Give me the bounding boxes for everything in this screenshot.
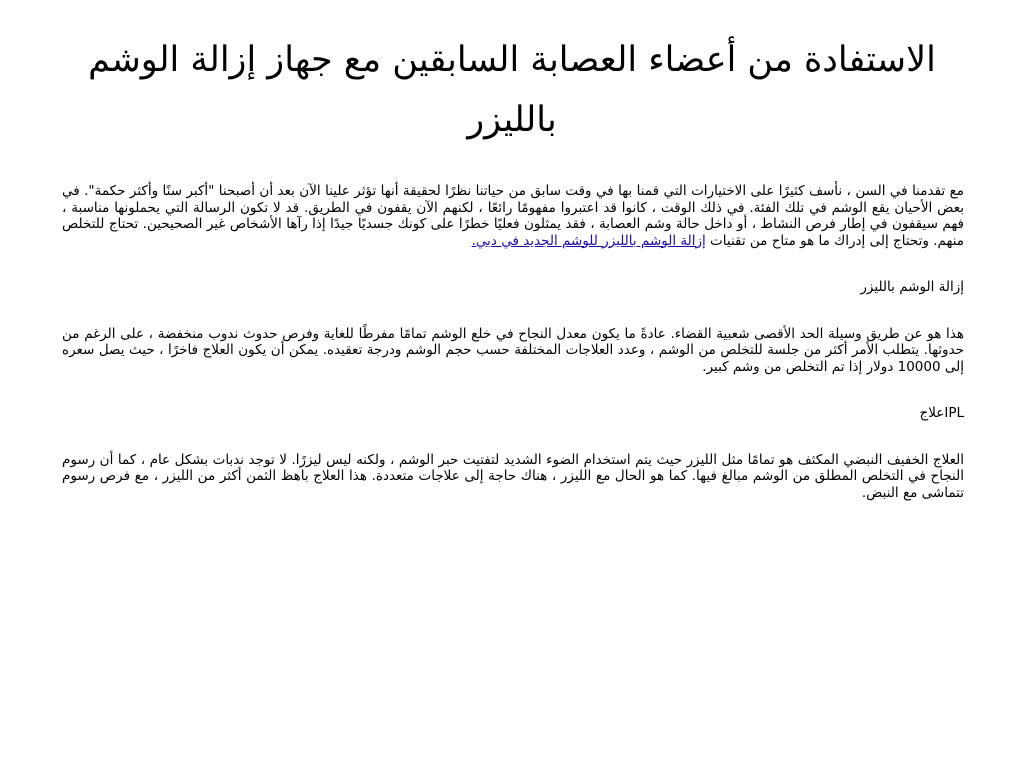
slide-body (62, 183, 964, 531)
page-title: الاستفادة من أعضاء العصابة السابقين مع جهاز إزالة الوشم بالليزر (88, 40, 936, 140)
section-heading-ipl: IPLعلاج (919, 405, 964, 421)
section-heading-laser: إزالة الوشم بالليزر (860, 279, 964, 295)
laser-removal-link[interactable]: إزالة الوشم بالليزر للوشم الجديد في دبي. (471, 232, 706, 249)
intro-paragraph (62, 183, 964, 249)
ipl-paragraph: العلاج الخفيف النبضي المكثف هو تمامًا مثل الليزر حيث يتم استخدام الضوء الشديد لتفتيت حبر الوشم ، ولكنه ليس ليزرًا. لا توجد ندبات بشكل عام ، كما أن رسوم النجاح في التخلص المطلق من الوشم مبالغ فيها. كما هو الحال مع الليزر ، هناك حاجة إلى علاجات متعددة. هذا العلاج باهظ الثمن أكثر من الليزر ، مع فرص رسوم تتماشى مع النبض. (62, 451, 964, 501)
laser-paragraph: هذا هو عن طريق وسيلة الحد الأقصى شعبية القضاء. عادةً ما يكون معدل النجاح في خلع الوشم تمامًا مفرطًا للغاية وفرص حدوث ندوب منخفضة ، على الرغم من حدوثها. يتطلب الأمر أكثر من جلسة للتخلص من الوشم ، وعدد العلاجات المختلفة حسب حجم الوشم ودرجة تعقيده. يمكن أن يكون العلاج فاخرًا ، حيث يصل سعره إلى 10000 دولار إذا تم التخلص من وشم كبير. (62, 325, 964, 375)
intro-text: مع تقدمنا في السن ، نأسف كثيرًا على الاختيارات التي قمنا بها في وقت سابق من حياتنا نظرًا لحقيقة أنها تؤثر علينا الآن بعد أن أصبحنا "أكبر سنًا وأكثر حكمة". في بعض الأحيان يقع الوشم في تلك الفئة. في ذلك الوقت ، كانوا قد اعتبروا مفهومًا رائعًا ، لكنهم الآن يقفون في الطريق. قد لا تكون الرسالة التي يحملونها مناسبة ، فهم سيقفون في إطار فرص النشاط ، أو داخل حالة وشم العصابة ، فقد يمثلون فعليًا خطرًا على كونك جسديًا جيدًا إذا رآها الأشخاص غير الصحيحين. تحتاج للتخلص منهم. وتحتاج إلى إدراك ما هو متاح من تقنيات (62, 183, 964, 249)
